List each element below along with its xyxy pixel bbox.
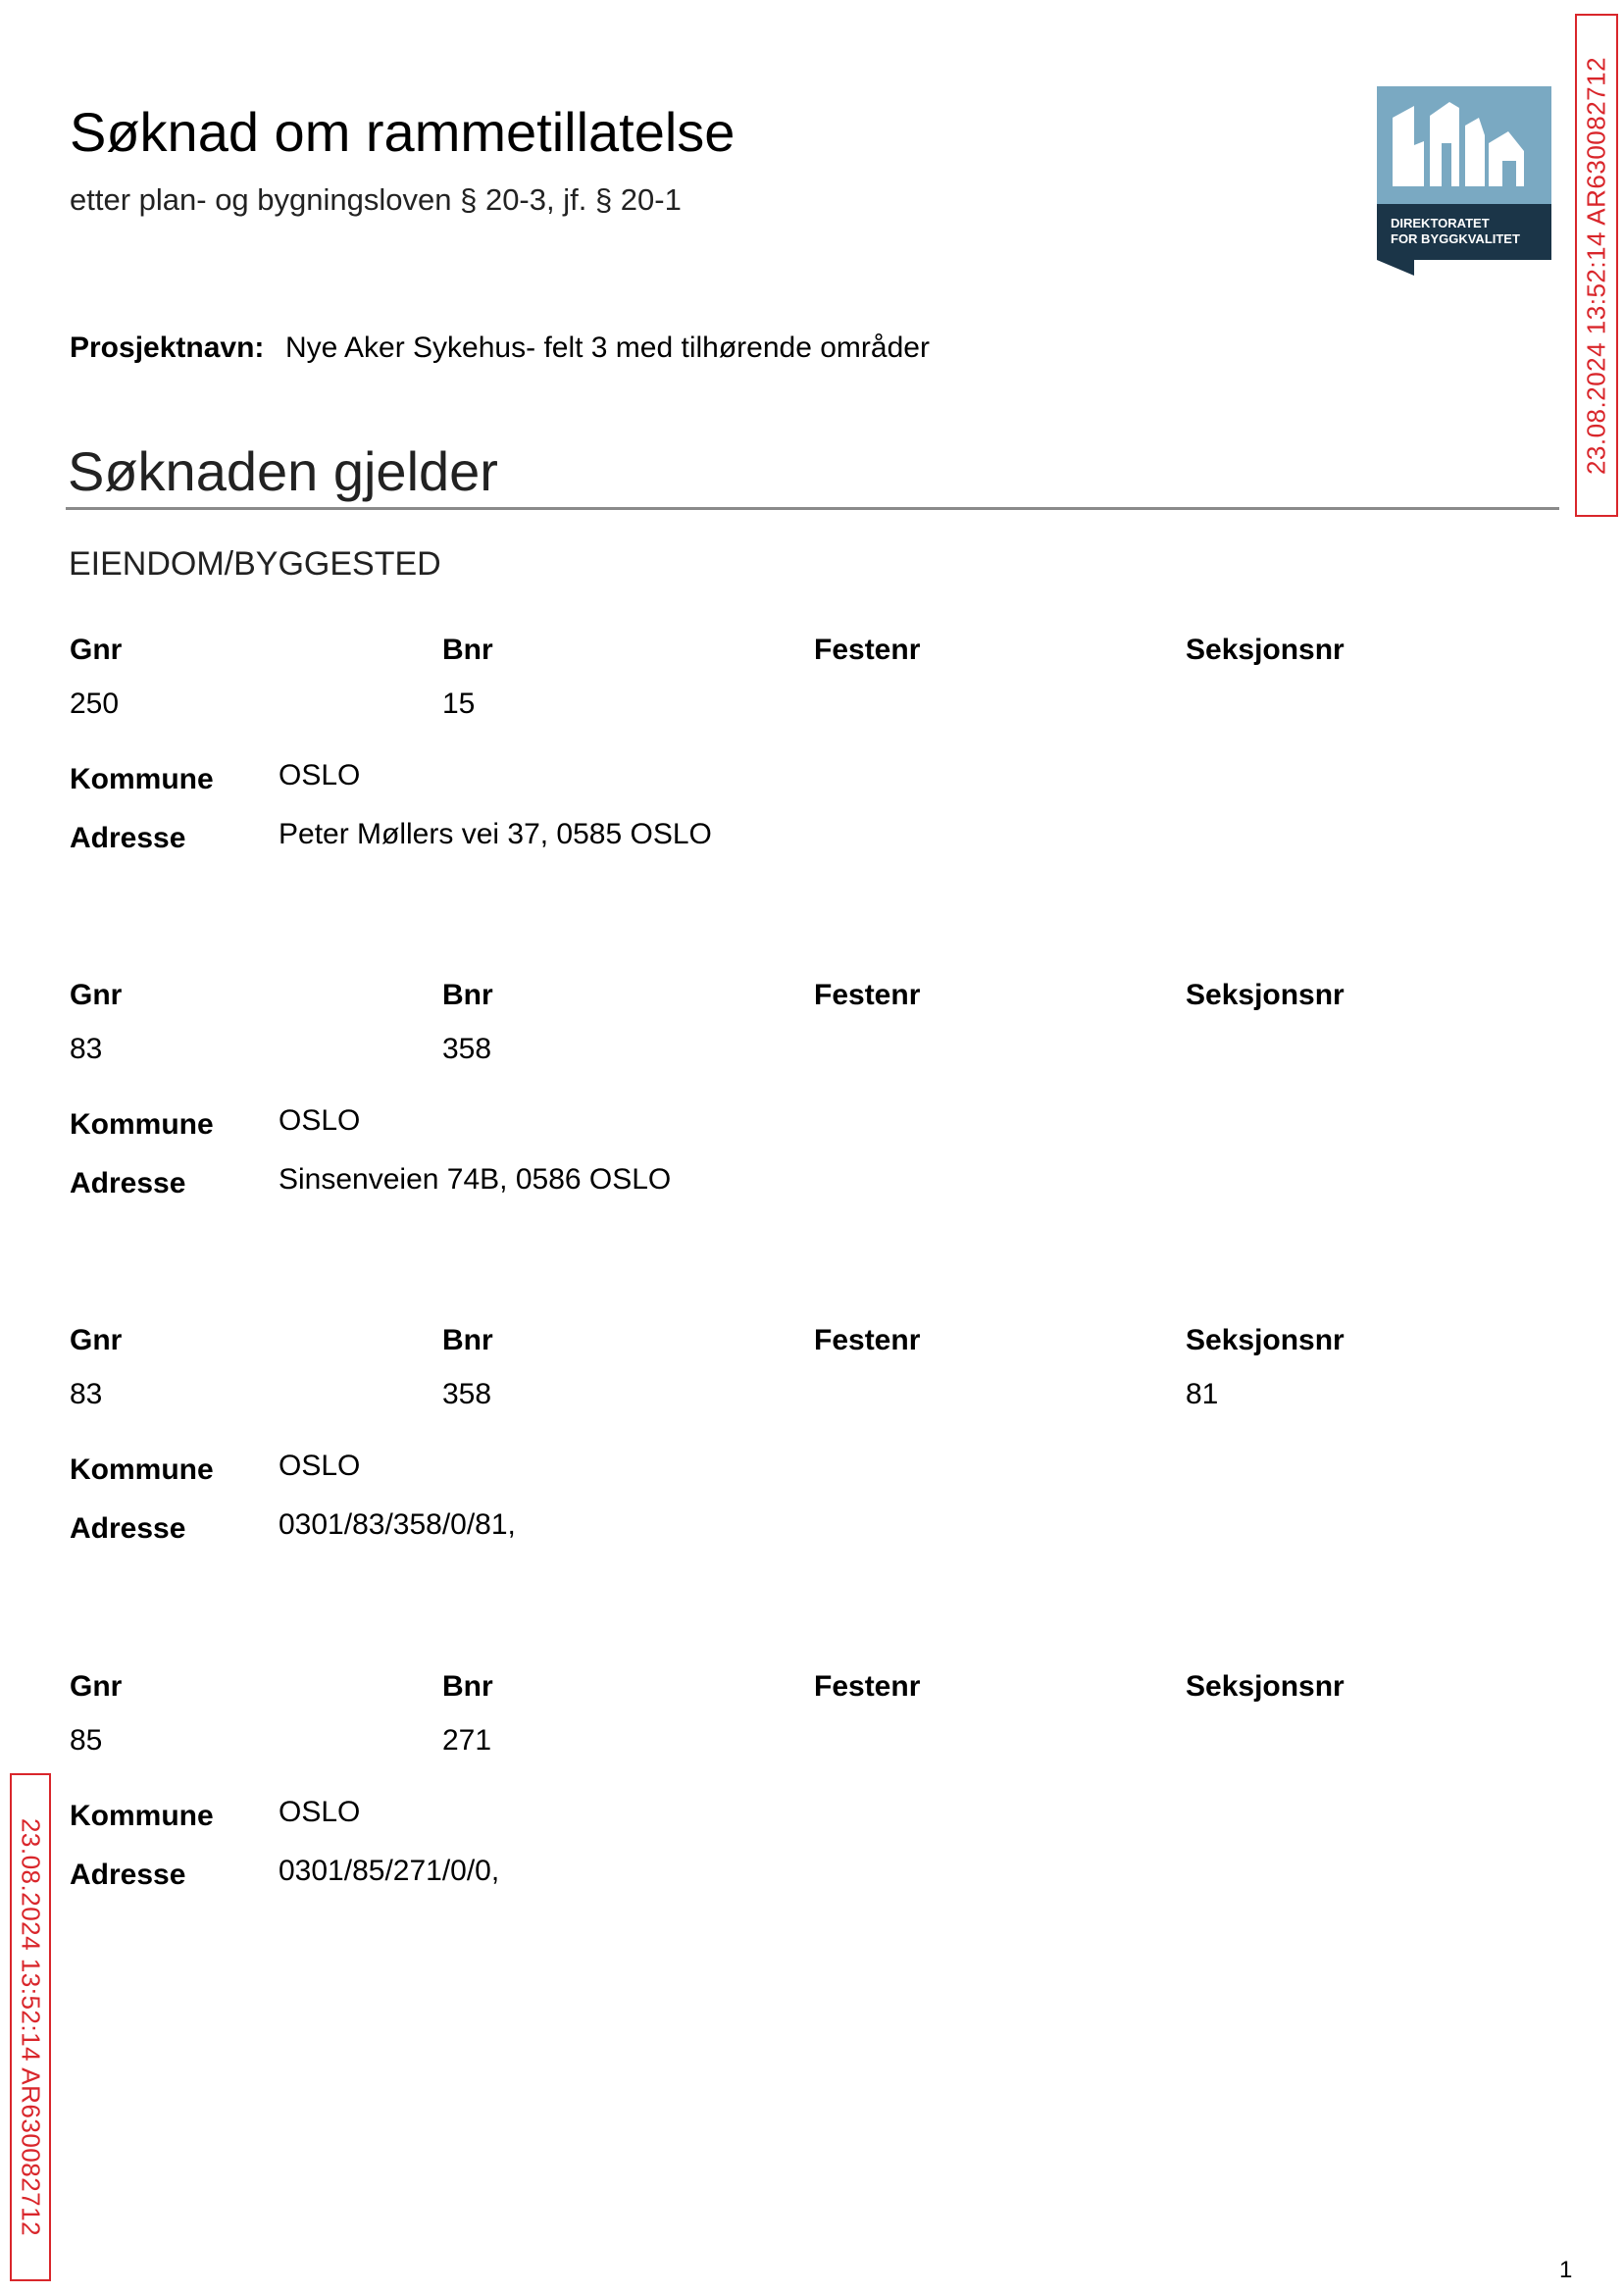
kommune-label: Kommune — [70, 763, 214, 795]
dibk-logo — [1377, 86, 1551, 276]
kommune-value: OSLO — [279, 759, 361, 791]
bnr-label: Bnr — [442, 1324, 493, 1356]
property-block — [70, 976, 1492, 1231]
timestamp-stamp-text: 23.08.2024 13:52:14 AR630082712 — [1581, 56, 1611, 475]
bnr-value: 358 — [442, 1378, 492, 1410]
kommune-label: Kommune — [70, 1453, 214, 1486]
adresse-label: Adresse — [70, 1859, 186, 1891]
gnr-value: 83 — [70, 1033, 103, 1065]
property-block — [70, 631, 1492, 886]
seksjonsnr-label: Seksjonsnr — [1186, 634, 1345, 666]
festenr-label: Festenr — [814, 634, 921, 666]
page-number: 1 — [1559, 2257, 1573, 2283]
bnr-value: 15 — [442, 688, 476, 720]
svg-text:FOR BYGGKVALITET: FOR BYGGKVALITET — [1391, 231, 1520, 246]
timestamp-stamp-text: 23.08.2024 13:52:14 AR630082712 — [16, 1817, 46, 2237]
adresse-value: 0301/83/358/0/81, — [279, 1508, 516, 1541]
timestamp-stamp — [1575, 14, 1618, 517]
kommune-value: OSLO — [279, 1450, 361, 1482]
festenr-label: Festenr — [814, 979, 921, 1011]
section-divider — [66, 507, 1559, 510]
seksjonsnr-label: Seksjonsnr — [1186, 979, 1345, 1011]
festenr-label: Festenr — [814, 1324, 921, 1356]
gnr-label: Gnr — [70, 979, 123, 1011]
gnr-value: 83 — [70, 1378, 103, 1410]
bnr-label: Bnr — [442, 1670, 493, 1703]
project-name-label: Prosjektnavn: — [70, 331, 265, 364]
seksjonsnr-label: Seksjonsnr — [1186, 1324, 1345, 1356]
bnr-value: 271 — [442, 1724, 492, 1757]
adresse-label: Adresse — [70, 1512, 186, 1545]
gnr-value: 250 — [70, 688, 120, 720]
adresse-label: Adresse — [70, 822, 186, 854]
property-block — [70, 1321, 1492, 1576]
property-block — [70, 1667, 1492, 1922]
kommune-value: OSLO — [279, 1796, 361, 1828]
seksjonsnr-value: 81 — [1186, 1378, 1219, 1410]
subsection-heading: EIENDOM/BYGGESTED — [69, 545, 441, 583]
project-name-value: Nye Aker Sykehus- felt 3 med tilhørende områder — [285, 331, 930, 364]
timestamp-stamp — [10, 1773, 51, 2281]
bnr-value: 358 — [442, 1033, 492, 1065]
seksjonsnr-label: Seksjonsnr — [1186, 1670, 1345, 1703]
document-title: Søknad om rammetillatelse — [70, 101, 736, 163]
gnr-label: Gnr — [70, 634, 123, 666]
gnr-value: 85 — [70, 1724, 103, 1757]
gnr-label: Gnr — [70, 1324, 123, 1356]
festenr-label: Festenr — [814, 1670, 921, 1703]
gnr-label: Gnr — [70, 1670, 123, 1703]
dibk-logo-icon — [1377, 86, 1551, 276]
svg-text:DIREKTORATET: DIREKTORATET — [1391, 216, 1490, 230]
kommune-value: OSLO — [279, 1104, 361, 1137]
kommune-label: Kommune — [70, 1108, 214, 1141]
document-subtitle: etter plan- og bygningsloven § 20-3, jf. § 20-1 — [70, 182, 682, 217]
bnr-label: Bnr — [442, 979, 493, 1011]
bnr-label: Bnr — [442, 634, 493, 666]
adresse-value: Sinsenveien 74B, 0586 OSLO — [279, 1163, 672, 1196]
adresse-label: Adresse — [70, 1167, 186, 1199]
adresse-value: Peter Møllers vei 37, 0585 OSLO — [279, 818, 712, 850]
adresse-value: 0301/85/271/0/0, — [279, 1855, 500, 1887]
section-heading: Søknaden gjelder — [68, 440, 498, 502]
kommune-label: Kommune — [70, 1800, 214, 1832]
